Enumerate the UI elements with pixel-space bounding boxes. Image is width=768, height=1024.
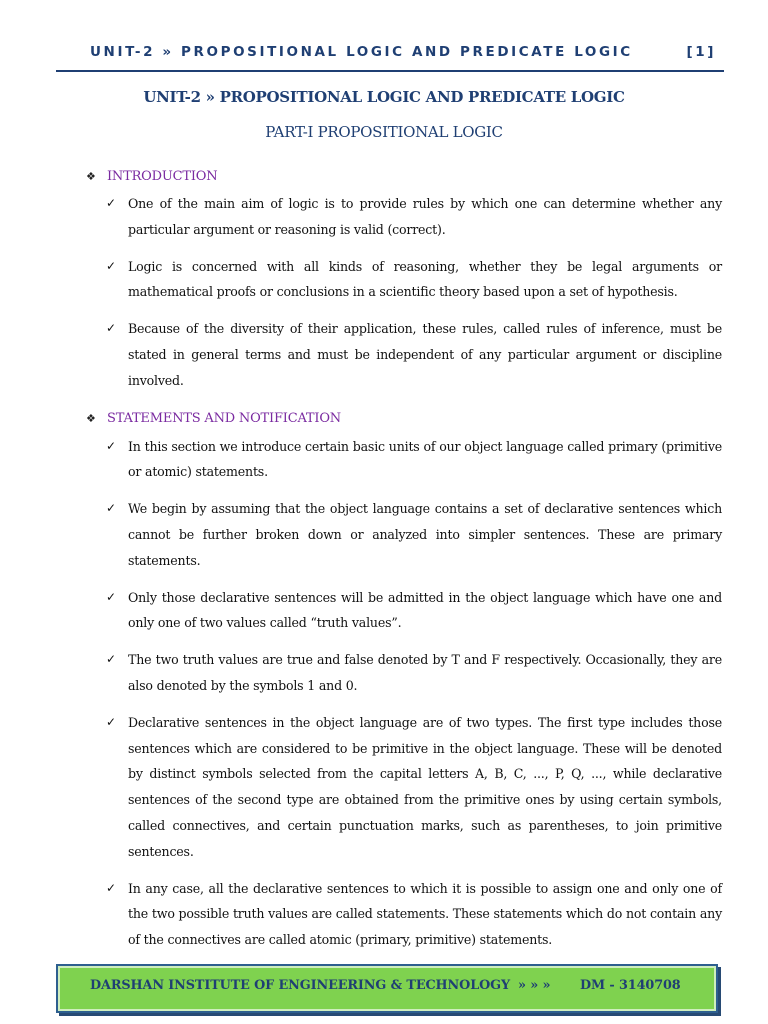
list-item-text: We begin by assuming that the object language contains a set of declarative sentences which cannot be further broken down or analyzed into simpler sentences. These are primary statements. <box>128 501 722 568</box>
list-item-text: Only those declarative sentences will be admitted in the object language which have one and only one of two values called “truth values”. <box>128 589 722 631</box>
document-subtitle: PART-I PROPOSITIONAL LOGIC <box>265 123 503 141</box>
checkmark-icon: ✓ <box>106 258 117 273</box>
diamond-bullet-icon: ❖ <box>86 412 96 426</box>
section-heading-introduction <box>86 165 722 187</box>
checkmark-icon: ✓ <box>106 880 117 895</box>
list-item <box>106 254 722 306</box>
document-code: DM - 3140708 <box>580 978 681 993</box>
document-title: UNIT-2 » PROPOSITIONAL LOGIC AND PREDICATE LOGIC <box>143 88 625 106</box>
list-item <box>106 496 722 573</box>
list-item-text: Because of the diversity of their application, these rules, called rules of inference, must be stated in general terms and must be independent of any particular argument or discipline involved. <box>128 321 722 388</box>
diamond-bullet-icon: ❖ <box>86 169 96 183</box>
list-item <box>106 710 722 865</box>
list-item-text: The two truth values are true and false denoted by T and F respectively. Occasionally, they are also denoted by the symbols 1 and 0. <box>128 652 722 693</box>
page-header <box>56 40 724 72</box>
checkmark-icon: ✓ <box>106 652 117 667</box>
checkmark-icon: ✓ <box>106 589 117 604</box>
list-item-text: Declarative sentences in the object language are of two types. The first type includes those sentences which are considered to be primitive in the object language. These will be denoted by distinct symbols selected from the capital letters A, B, C, ..., P, Q, ..., while declarative sentences of the second type are obtained from the primitive ones by using certain symbols, called connectives, and certain punctuation marks, such as parentheses, to join primitive sentences. <box>128 714 722 859</box>
list-item <box>106 876 722 953</box>
section-heading-text: INTRODUCTION <box>107 168 218 184</box>
list-item-text: In any case, all the declarative sentences to which it is possible to assign one and only one of the two possible truth values are called statements. These statements which do not contain any of the connectives are called atomic (primary, primitive) statements. <box>128 880 722 948</box>
checkmark-icon: ✓ <box>106 438 117 453</box>
list-item <box>106 191 722 243</box>
list-item-text: One of the main aim of logic is to provide rules by which one can determine whether any particular argument or reasoning is valid (correct). <box>128 196 722 237</box>
footer-separator: » » » <box>518 978 551 993</box>
institute-name: DARSHAN INSTITUTE OF ENGINEERING & TECHNOLOGY <box>90 978 510 993</box>
list-item-text: Logic is concerned with all kinds of reasoning, whether they be legal arguments or mathematical proofs or conclusions in a scientific theory based upon a set of hypothesis. <box>128 258 722 300</box>
section-heading-text: STATEMENTS AND NOTIFICATION <box>107 411 341 427</box>
checkmark-icon: ✓ <box>106 321 117 336</box>
list-item <box>106 647 722 699</box>
checkmark-icon: ✓ <box>106 196 117 210</box>
running-title: UNIT-2 » PROPOSITIONAL LOGIC AND PREDICATE LOGIC <box>90 44 633 60</box>
checkmark-icon: ✓ <box>106 501 117 516</box>
list-item <box>106 434 722 486</box>
footer-banner <box>56 964 718 1013</box>
list-item-text: In this section we introduce certain basic units of our object language called primary (primitive or atomic) statements. <box>128 438 722 480</box>
section-heading-statements <box>86 408 722 430</box>
list-item <box>106 585 722 637</box>
list-item <box>106 316 722 393</box>
document-body <box>86 165 722 953</box>
page-number: [1] <box>686 44 716 60</box>
checkmark-icon: ✓ <box>106 714 117 729</box>
